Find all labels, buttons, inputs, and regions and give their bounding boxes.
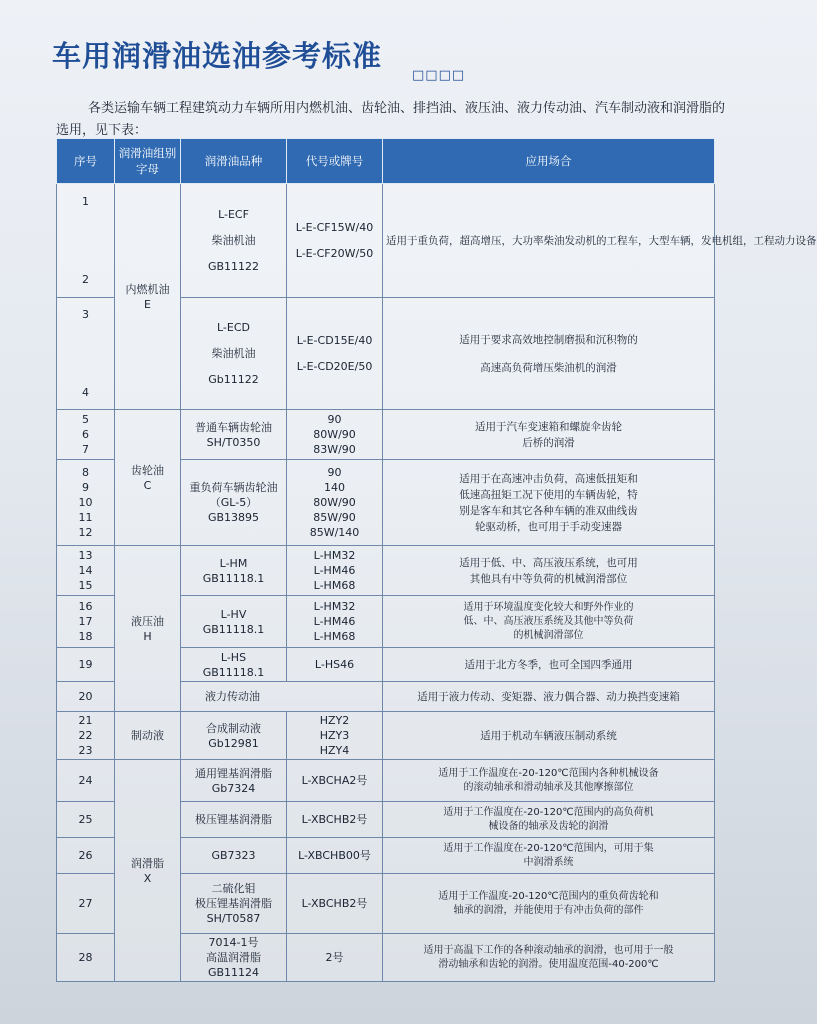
code-cell: L-XBCHB2号 [287, 874, 383, 934]
title-mark: □□□□ [412, 68, 466, 83]
header-application: 应用场合 [383, 139, 715, 184]
variety-cell: 二硫化钼 极压锂基润滑脂 SH/T0587 [181, 874, 287, 934]
page-title: 车用润滑油选油参考标准 [52, 39, 383, 73]
seq-cell: 20 [57, 682, 115, 712]
seq-cell: 28 [57, 934, 115, 982]
header-code: 代号或牌号 [287, 139, 383, 184]
code-cell: L-E-CD15E/40 L-E-CD20E/50 [287, 298, 383, 410]
application-cell: 适用于低、中、高压液压系统，也可用 其他具有中等负荷的机械润滑部位 [383, 546, 715, 596]
seq-cell: 25 [57, 802, 115, 838]
header-seq: 序号 [57, 139, 115, 184]
header-group: 润滑油组别字母 [115, 139, 181, 184]
application-cell: 适用于工作温度-20-120℃范围内的重负荷齿轮和 轴承的润滑，并能使用于有冲击负荷的部件 [383, 874, 715, 934]
catalog-page [30, 18, 817, 1018]
code-cell: L-HM32 L-HM46 L-HM68 [287, 596, 383, 648]
code-cell: 90 80W/90 83W/90 [287, 410, 383, 460]
application-cell: 适用于液力传动、变矩器、液力偶合器、动力换挡变速箱 [383, 682, 715, 712]
variety-cell: GB7323 [181, 838, 287, 874]
group-cell-hydraulic: 液压油 H [115, 546, 181, 712]
application-cell: 适用于环境温度变化较大和野外作业的 低、中、高压液压系统及其他中等负荷 的机械润滑部位 [383, 596, 715, 648]
seq-cell: 27 [57, 874, 115, 934]
variety-cell: 重负荷车辆齿轮油 （GL-5） GB13895 [181, 460, 287, 546]
table-row [57, 546, 715, 596]
variety-cell: 通用锂基润滑脂 Gb7324 [181, 760, 287, 802]
code-cell: L-XBCHB00号 [287, 838, 383, 874]
table-row [57, 184, 715, 298]
intro-text: 各类运输车辆工程建筑动力车辆所用内燃机油、齿轮油、排挡油、液压油、液力传动油、汽车制动液和润滑脂的选用，见下表： [56, 101, 726, 138]
code-cell: HZY2 HZY3 HZY4 [287, 712, 383, 760]
application-cell: 适用于要求高效地控制磨损和沉积物的 高速高负荷增压柴油机的润滑 [383, 298, 715, 410]
variety-cell: L-ECD 柴油机油 Gb11122 [181, 298, 287, 410]
group-cell-brake: 制动液 [115, 712, 181, 760]
code-cell: L-XBCHB2号 [287, 802, 383, 838]
code-cell: L-XBCHA2号 [287, 760, 383, 802]
intro-paragraph [56, 98, 736, 142]
variety-cell: 普通车辆齿轮油 SH/T0350 [181, 410, 287, 460]
group-cell-gear: 齿轮油 C [115, 410, 181, 546]
variety-cell: L-HV GB11118.1 [181, 596, 287, 648]
variety-cell: 7014-1号 高温润滑脂 GB11124 [181, 934, 287, 982]
variety-cell: 极压锂基润滑脂 [181, 802, 287, 838]
lubricant-table [56, 138, 817, 982]
seq-cell: 24 [57, 760, 115, 802]
code-cell: 2号 [287, 934, 383, 982]
application-cell: 适用于汽车变速箱和螺旋伞齿轮 后桥的润滑 [383, 410, 715, 460]
application-cell: 适用于在高速冲击负荷，高速低扭矩和 低速高扭矩工况下使用的车辆齿轮，特 别是客车和其它各种车辆的准双曲线齿 轮驱动桥，也可用于手动变速器 [383, 460, 715, 546]
code-cell: 90 140 80W/90 85W/90 85W/140 [287, 460, 383, 546]
application-cell: 适用于工作温度在-20-120℃范围内各种机械设备 的滚动轴承和滑动轴承及其他摩擦部位 [383, 760, 715, 802]
variety-cell: L-HS GB11118.1 [181, 648, 287, 682]
code-cell: L-HM32 L-HM46 L-HM68 [287, 546, 383, 596]
seq-cell: 21 22 23 [57, 712, 115, 760]
variety-cell: L-ECF 柴油机油 GB11122 [181, 184, 287, 298]
seq-cell: 5 6 7 [57, 410, 115, 460]
seq-cell: 13 14 15 [57, 546, 115, 596]
table-row [57, 712, 715, 760]
table-row [57, 760, 715, 802]
application-cell: 适用于重负荷，超高增压，大功率柴油发动机的工程车，大型车辆，发电机组，工程动力设备 [383, 184, 715, 298]
application-cell: 适用于高温下工作的各种滚动轴承的润滑，也可用于一般 滑动轴承和齿轮的润滑。使用温度范围-40-200℃ [383, 934, 715, 982]
application-cell: 适用于北方冬季，也可全国四季通用 [383, 648, 715, 682]
table-row [57, 410, 715, 460]
application-cell: 适用于工作温度在-20-120℃范围内的高负荷机 械设备的轴承及齿轮的润滑 [383, 802, 715, 838]
variety-cell: L-HM GB11118.1 [181, 546, 287, 596]
seq-cell: 26 [57, 838, 115, 874]
variety-cell: 合成制动液 Gb12981 [181, 712, 287, 760]
seq-cell: 8 9 10 11 12 [57, 460, 115, 546]
seq-cell: 3 4 [57, 298, 115, 410]
code-cell: L-HS46 [287, 648, 383, 682]
seq-cell: 1 2 [57, 184, 115, 298]
application-cell: 适用于工作温度在-20-120℃范围内，可用于集 中润滑系统 [383, 838, 715, 874]
variety-cell: 液力传动油 [181, 682, 383, 712]
table-header-row [57, 139, 715, 184]
group-cell-engine: 内燃机油 E [115, 184, 181, 410]
seq-cell: 19 [57, 648, 115, 682]
seq-cell: 16 17 18 [57, 596, 115, 648]
header-variety: 润滑油品种 [181, 139, 287, 184]
group-cell-grease: 润滑脂 X [115, 760, 181, 982]
application-cell: 适用于机动车辆液压制动系统 [383, 712, 715, 760]
code-cell: L-E-CF15W/40 L-E-CF20W/50 [287, 184, 383, 298]
